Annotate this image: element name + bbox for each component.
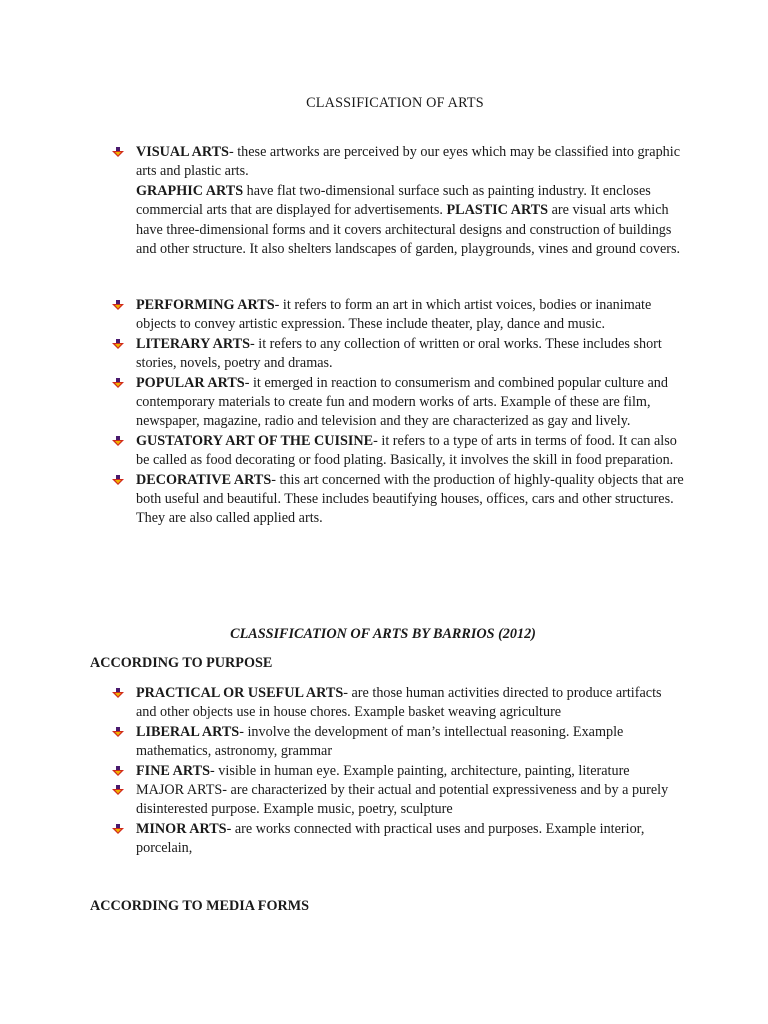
arrow-down-bullet-icon — [112, 378, 124, 389]
term-graphic-arts: GRAPHIC ARTS — [136, 182, 244, 199]
term: LIBERAL ARTS — [136, 723, 240, 740]
term: PRACTICAL OR USEFUL ARTS — [136, 685, 344, 701]
arrow-down-bullet-icon — [112, 147, 124, 158]
arrow-down-bullet-icon — [112, 824, 124, 835]
description: - it refers to any collection of written or oral works. These includes short stories, novels, poetry and dramas. — [136, 335, 662, 372]
desc-visual-arts: - these artworks are perceived by our eyes which may be classified into graphic arts and plastic arts. — [136, 144, 681, 180]
arrow-down-bullet-icon — [112, 688, 124, 699]
desc-graphic-arts: have flat two-dimensional surface such as painting industry. It encloses commercial arts that are displayed for advertisements. — [136, 182, 651, 219]
description: - are characterized by their actual and potential expressiveness and by a purely disinterested purpose. Example music, poetry, sculpture — [136, 782, 669, 818]
description: - it refers to a type of arts in terms of food. It can also be called as food decorating or food plating. Basically, it involves the skill in food preparation. — [136, 432, 677, 469]
term: MINOR ARTS — [136, 820, 227, 837]
heading-according-to-media-forms: ACCORDING TO MEDIA FORMS — [90, 898, 310, 914]
document-title: CLASSIFICATION OF ARTS — [306, 95, 484, 111]
term-plastic-arts: PLASTIC ARTS — [446, 202, 549, 219]
list-item — [136, 296, 684, 335]
list-item — [136, 820, 684, 859]
arrow-down-bullet-icon — [112, 766, 124, 777]
description: - involve the development of man’s intellectual reasoning. Example mathematics, astronomy, grammar — [136, 723, 624, 760]
description: - visible in human eye. Example painting, architecture, painting, literature — [210, 762, 630, 779]
list-item — [136, 762, 684, 781]
arrow-down-bullet-icon — [112, 727, 124, 738]
section-title-barrios: CLASSIFICATION OF ARTS BY BARRIOS (2012) — [230, 626, 536, 642]
term-visual-arts: VISUAL ARTS — [136, 144, 229, 160]
arrow-down-bullet-icon — [112, 785, 124, 796]
list-item — [136, 723, 684, 762]
term: FINE ARTS — [136, 762, 211, 779]
term: PERFORMING ARTS — [136, 297, 275, 313]
list-item — [136, 471, 684, 529]
list-item-visual-arts — [136, 143, 684, 259]
arrow-down-bullet-icon — [112, 475, 124, 486]
heading-according-to-purpose: ACCORDING TO PURPOSE — [90, 655, 273, 671]
list-item — [136, 432, 684, 471]
description: - this art concerned with the production of highly-quality objects that are both useful and beautiful. These includes beautifying houses, offices, cars and other structures. They are also called applied arts. — [136, 471, 684, 527]
arrow-down-bullet-icon — [112, 436, 124, 447]
desc-plastic-arts: are visual arts which have three-dimensional forms and it covers architectural designs and construction of buildings and other structure. It also shelters landscapes of garden, playgrounds, vines and ground covers. — [136, 202, 681, 258]
arts-list — [136, 143, 684, 259]
list-item — [136, 335, 684, 374]
description: - are those human activities directed to produce artifacts and other objects use in house chores. Example basket weaving agriculture — [136, 685, 662, 721]
list-item — [136, 781, 684, 820]
list-item — [136, 374, 684, 432]
term: MAJOR ARTS — [136, 782, 223, 799]
purpose-list — [136, 684, 684, 859]
term: DECORATIVE ARTS — [136, 471, 272, 488]
description: - are works connected with practical uses and purposes. Example interior, porcelain, — [136, 820, 645, 857]
description: - it refers to form an art in which artist voices, bodies or inanimate objects to convey artistic expression. These include theater, play, dance and music. — [136, 297, 652, 333]
arts-types-list — [136, 296, 684, 529]
term: POPULAR ARTS — [136, 374, 245, 391]
arrow-down-bullet-icon — [112, 300, 124, 311]
list-item — [136, 684, 684, 723]
term: GUSTATORY ART OF THE CUISINE — [136, 432, 374, 449]
arrow-down-bullet-icon — [112, 339, 124, 350]
term: LITERARY ARTS — [136, 335, 250, 352]
description: - it emerged in reaction to consumerism and combined popular culture and contemporary materials to create fun and modern works of arts. Example of these are film, newspaper, magazine, radio and television and they are characterized as gay and lively. — [136, 374, 668, 430]
